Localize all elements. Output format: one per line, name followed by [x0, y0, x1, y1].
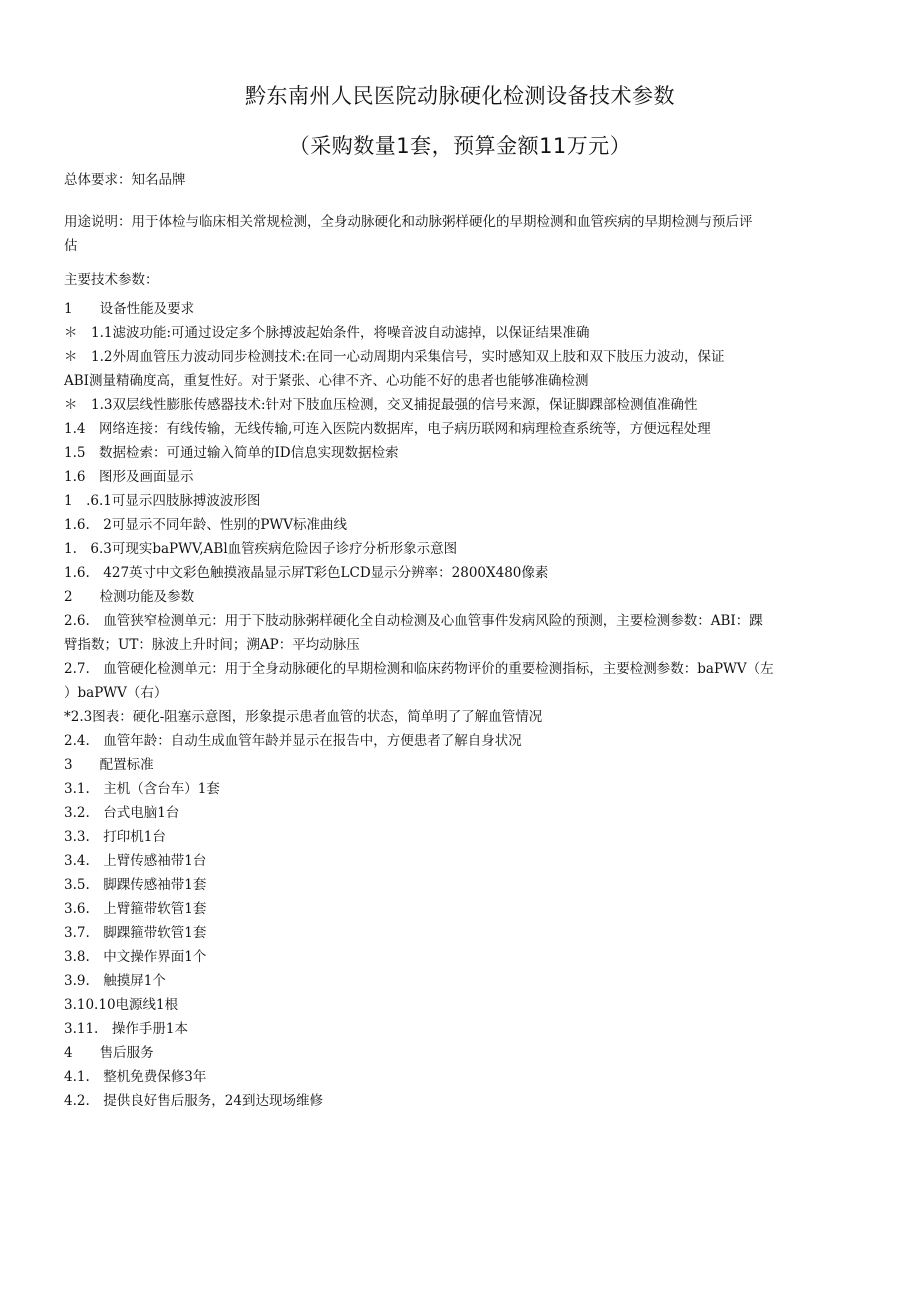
spec-line: 1 .6.1可显示四肢脉搏波波形图 — [64, 493, 261, 509]
spec-line: 3.10.10电源线1根 — [64, 997, 179, 1013]
spec-line: 3.5. 脚踝传感袖带1套 — [64, 877, 207, 893]
spec-line: 4.2. 提供良好售后服务，24到达现场维修 — [64, 1093, 323, 1109]
spec-line: 3.11. 操作手册1本 — [64, 1021, 188, 1037]
spec-line: 3.8. 中文操作界面1个 — [64, 949, 207, 965]
spec-line: 2.7. 血管硬化检测单元：用于全身动脉硬化的早期检测和临床药物评价的重要检测指标，主要检测参数：baPWV（左 — [64, 661, 774, 677]
spec-line: 3.2. 台式电脑1台 — [64, 805, 180, 821]
document-title: 黔东南州人民医院动脉硬化检测设备技术参数 — [245, 84, 675, 108]
spec-line: 1. 6.3可现实baPWV,ABl血管疾病危险因子诊疗分析形象示意图 — [64, 541, 458, 557]
spec-line: 2.6. 血管狭窄检测单元：用于下肢动脉粥样硬化全自动检测及心血管事件发病风险的预测，主要检测参数：ABI：踝 — [64, 613, 763, 629]
spec-line: 1 设备性能及要求 — [64, 301, 195, 317]
spec-line: ＊ 1.3双层线性膨胀传感器技术:针对下肢血压检测，交叉捕捉最强的信号来源，保证脚踝部检测值准确性 — [64, 397, 698, 413]
spec-line: 3.6. 上臂箍带软管1套 — [64, 901, 207, 917]
spec-line: 1.5 数据检索：可通过输入简单的ID信息实现数据检索 — [64, 445, 399, 461]
spec-line: ABI测量精确度高，重复性好。对于紧张、心律不齐、心功能不好的患者也能够准确检测 — [64, 373, 589, 389]
spec-line: 4 售后服务 — [64, 1045, 154, 1061]
purpose-line: 用途说明：用于体检与临床相关常规检测，全身动脉硬化和动脉粥样硬化的早期检测和血管疾病的早期检测与预后评 — [64, 214, 753, 230]
spec-line: 3.3. 打印机1台 — [64, 829, 166, 845]
document-subtitle: （采购数量1套，预算金额11万元） — [288, 134, 632, 158]
spec-line: 1.6 图形及画面显示 — [64, 469, 194, 485]
spec-line: 1.6. 427英寸中文彩色触摸液晶显示屏T彩色LCD显示分辨率：2800X480像素 — [64, 565, 549, 581]
spec-line: ）baPWV（右） — [64, 685, 168, 701]
spec-line: 1.4 网络连接：有线传输，无线传输,可连入医院内数据库，电子病历联网和病理检查系统等，方便远程处理 — [64, 421, 711, 437]
general-requirement: 总体要求：知名品牌 — [64, 172, 186, 188]
spec-line: 2.4. 血管年龄：自动生成血管年龄并显示在报告中，方便患者了解自身状况 — [64, 733, 522, 749]
spec-line: ＊ 1.2外周血管压力波动同步检测技术:在同一心动周期内采集信号，实时感知双上肢和双下肢压力波动，保证 — [64, 349, 725, 365]
spec-line: *2.3图表：硬化-阻塞示意图，形象提示患者血管的状态，简单明了了解血管情况 — [64, 709, 543, 725]
spec-line: 3.7. 脚踝箍带软管1套 — [64, 925, 207, 941]
spec-line: 3.4. 上臂传感袖带1台 — [64, 853, 207, 869]
purpose-paragraph — [64, 210, 856, 258]
spec-line: 3.1. 主机（含台车）1套 — [64, 781, 220, 797]
spec-line: ＊ 1.1滤波功能:可通过设定多个脉搏波起始条件，将噪音波自动滤掉，以保证结果准确 — [64, 325, 590, 341]
main-params-heading: 主要技术参数： — [64, 272, 159, 288]
spec-line: 2 检测功能及参数 — [64, 589, 195, 605]
purpose-line: 估 — [64, 238, 78, 254]
spec-line: 1.6. 2可显示不同年龄、性别的PWV标准曲线 — [64, 517, 348, 533]
spec-line: 4.1. 整机免费保修3年 — [64, 1069, 207, 1085]
spec-line: 3.9. 触摸屏1个 — [64, 973, 166, 989]
spec-line: 臂指数；UT：脉波上升时间；溯AP：平均动脉压 — [64, 637, 360, 653]
spec-line: 3 配置标准 — [64, 757, 154, 773]
